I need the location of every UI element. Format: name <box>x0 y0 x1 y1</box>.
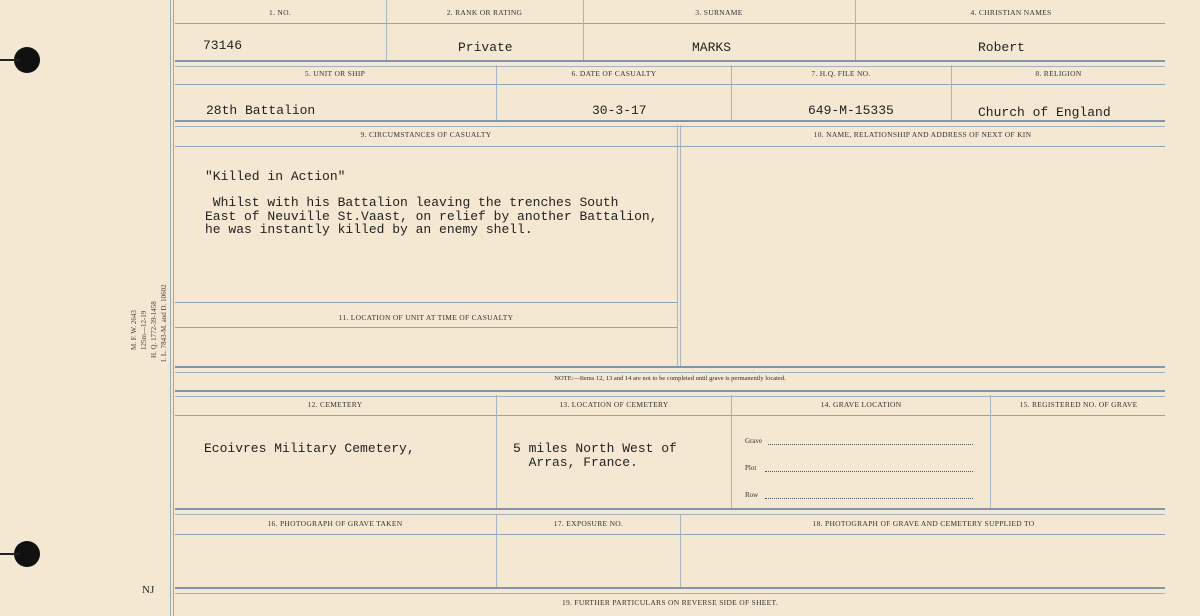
circumstances-line: East of Neuville St.Vaast, on relief by another Battalion, <box>205 209 658 224</box>
print-code: H. Q. 1772-39-1458 <box>150 301 158 358</box>
rank-value: Private <box>458 40 513 55</box>
unit-value: 28th Battalion <box>206 103 316 118</box>
note: NOTE:—Items 12, 13 and 14 are not to be completed until grave is permanently located. <box>554 375 786 382</box>
label-grave-location: 14. GRAVE LOCATION <box>820 400 902 409</box>
further-particulars: 19. FURTHER PARTICULARS ON REVERSE SIDE OF SHEET. <box>561 598 779 607</box>
print-code: 125m—12-19 <box>140 310 148 350</box>
plot-label: Plot <box>745 464 757 472</box>
print-code: M. F. W. 2643 <box>130 310 138 350</box>
label-next-of-kin: 10. NAME, RELATIONSHIP AND ADDRESS OF NEXT OF KIN <box>813 130 1032 139</box>
side-print <box>118 250 178 360</box>
label-location-unit: 11. LOCATION OF UNIT AT TIME OF CASUALTY <box>338 313 514 322</box>
row-label: Row <box>745 491 759 499</box>
binder-mark <box>0 59 20 61</box>
label-circumstances: 9. CIRCUMSTANCES OF CASUALTY <box>360 130 492 139</box>
label-no: 1. NO. <box>268 8 291 17</box>
label-file-no: 7. H.Q. FILE NO. <box>811 69 871 78</box>
label-christian-names: 4. CHRISTIAN NAMES <box>970 8 1052 17</box>
print-code: I. L. 7843-M. and D. 10602 <box>160 284 168 362</box>
circumstances-line: "Killed in Action" <box>205 169 346 184</box>
circumstances-line: Whilst with his Battalion leaving the trenches South <box>205 195 619 210</box>
christian-names-value: Robert <box>978 40 1025 55</box>
label-date: 6. DATE OF CASUALTY <box>571 69 657 78</box>
cemetery-location-line: 5 miles North West of <box>513 441 677 456</box>
date-value: 30-3-17 <box>592 103 647 118</box>
label-rank: 2. RANK OR RATING <box>446 8 523 17</box>
cemetery-value: Ecoivres Military Cemetery, <box>204 441 415 456</box>
label-unit: 5. UNIT OR SHIP <box>304 69 366 78</box>
label-cemetery-location: 13. LOCATION OF CEMETERY <box>559 400 669 409</box>
label-registered-no: 15. REGISTERED NO. OF GRAVE <box>1019 400 1138 409</box>
label-exposure: 17. EXPOSURE NO. <box>553 519 624 528</box>
surname-value: MARKS <box>692 40 732 55</box>
initials: NJ <box>142 584 155 596</box>
grave-label: Grave <box>745 437 763 445</box>
label-religion: 8. RELIGION <box>1035 69 1082 78</box>
label-surname: 3. SURNAME <box>695 8 743 17</box>
cemetery-location-line: Arras, France. <box>513 455 638 470</box>
binder-mark <box>0 553 20 555</box>
file-no-value: 649-M-15335 <box>808 103 894 118</box>
religion-value: Church of England <box>978 105 1111 120</box>
circumstances-line: he was instantly killed by an enemy shell. <box>205 222 533 237</box>
label-cemetery: 12. CEMETERY <box>307 400 363 409</box>
label-photo-supplied: 18. PHOTOGRAPH OF GRAVE AND CEMETERY SUPPLIED TO <box>812 519 1035 528</box>
service-number: 73146 <box>203 38 243 53</box>
label-photo-taken: 16. PHOTOGRAPH OF GRAVE TAKEN <box>267 519 403 528</box>
